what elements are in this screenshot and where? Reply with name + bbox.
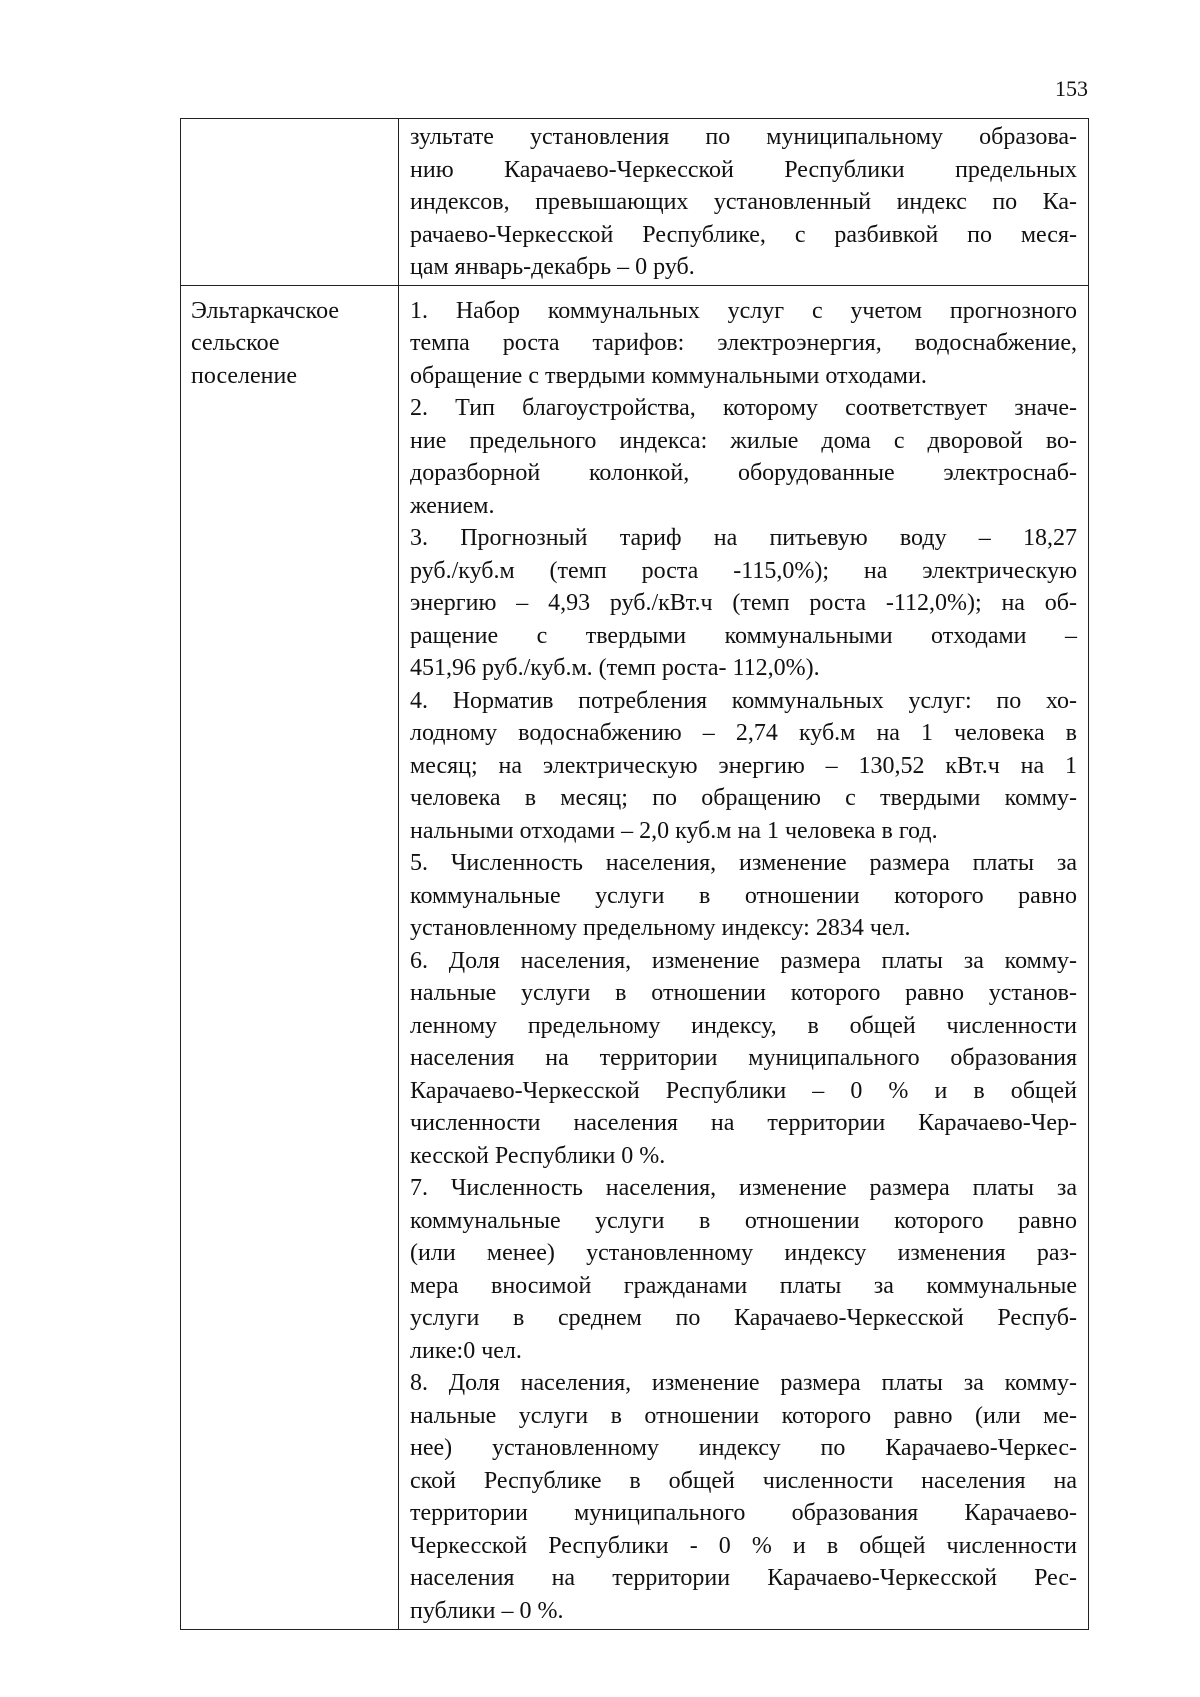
text-line: ние предельного индекса: жилые дома с дворовой во-: [410, 427, 1077, 454]
text-line: Карачаево-Черкесской Республики – 0 % и в общей: [410, 1077, 1077, 1104]
text-line: лодному водоснабжению – 2,74 куб.м на 1 человека в: [410, 720, 1077, 746]
description-paragraph: [399, 1172, 1088, 1367]
text-line: человека в месяц; по обращению с твердыми комму-: [410, 785, 1077, 811]
text-line: территории муниципального образования Карачаево-: [410, 1500, 1077, 1526]
text-line: кесской Республики 0 %.: [410, 1142, 666, 1169]
text-line: (или менее) установленному индексу изменения раз-: [410, 1240, 1077, 1266]
text-line: 8. Доля населения, изменение размера платы за комму-: [410, 1370, 1077, 1396]
text-line: нальные услуги в отношении которого равно установ-: [410, 980, 1077, 1006]
settlement-name: [181, 286, 398, 393]
description-paragraph: [399, 685, 1088, 848]
text-line: публики – 0 %.: [410, 1597, 564, 1624]
text-line: 1. Набор коммунальных услуг с учетом прогнозного: [410, 297, 1077, 324]
text-line: 6. Доля населения, изменение размера платы за комму-: [410, 947, 1077, 974]
description-cell: [399, 285, 1089, 1630]
document-table: [180, 118, 1089, 1630]
settlement-name-line: сельское: [191, 330, 280, 356]
text-line: жением.: [410, 492, 495, 519]
text-line: темпа роста тарифов: электроэнергия, водоснабжение,: [410, 330, 1077, 356]
description-text: [399, 286, 1088, 1630]
text-line: нальными отходами – 2,0 куб.м на 1 человека в год.: [410, 817, 938, 844]
text-line: численности населения на территории Карачаево-Чер-: [410, 1110, 1077, 1136]
description-paragraph: [399, 392, 1088, 522]
description-paragraph: [399, 522, 1088, 685]
text-line: нию Карачаево-Черкесской Республики предельных: [410, 156, 1077, 183]
description-paragraph: [399, 1367, 1088, 1627]
text-line: энергию – 4,93 руб./кВт.ч (темп роста -112,0%); на об-: [410, 590, 1077, 616]
text-line: населения на территории Карачаево-Черкесской Рес-: [410, 1565, 1077, 1591]
text-line: обращение с твердыми коммунальными отходами.: [410, 362, 927, 389]
text-line: нальные услуги в отношении которого равно (или ме-: [410, 1402, 1077, 1429]
settlement-name: [181, 119, 398, 128]
description-cell: [399, 119, 1089, 286]
description-paragraph: [399, 295, 1088, 393]
text-line: 2. Тип благоустройства, которому соответствует значе-: [410, 395, 1077, 421]
text-line: услуги в среднем по Карачаево-Черкесской Респуб-: [410, 1305, 1077, 1331]
settlement-name-cell: [181, 285, 399, 1630]
text-line: доразборной колонкой, оборудованные электроснаб-: [410, 460, 1077, 486]
text-line: ленному предельному индексу, в общей численности: [410, 1012, 1077, 1039]
text-line: рачаево-Черкесской Республике, с разбивкой по меся-: [410, 221, 1077, 248]
text-line: месяц; на электрическую энергию – 130,52 кВт.ч на 1: [410, 752, 1077, 779]
settlement-name-line: поселение: [191, 362, 298, 389]
settlement-name-cell: [181, 119, 399, 286]
text-line: зультате установления по муниципальному образова-: [410, 124, 1077, 150]
text-line: индексов, превышающих установленный индекс по Ка-: [410, 189, 1077, 215]
text-line: нее) установленному индексу по Карачаево-Черкес-: [410, 1435, 1077, 1461]
description-text: [399, 119, 1088, 285]
text-line: 3. Прогнозный тариф на питьевую воду – 18,27: [410, 525, 1077, 551]
text-line: коммунальные услуги в отношении которого равно: [410, 1207, 1077, 1234]
description-paragraph: [399, 121, 1088, 284]
text-line: ской Республике в общей численности населения на: [410, 1467, 1077, 1494]
text-line: руб./куб.м (темп роста -115,0%); на электрическую: [410, 557, 1077, 584]
text-line: мера вносимой гражданами платы за коммунальные: [410, 1272, 1077, 1299]
text-line: коммунальные услуги в отношении которого равно: [410, 882, 1077, 909]
text-line: установленному предельному индексу: 2834 чел.: [410, 915, 911, 941]
text-line: цам январь-декабрь – 0 руб.: [410, 254, 695, 280]
table-body: [181, 119, 1089, 1630]
page-number: 153: [1055, 76, 1088, 101]
description-paragraph: [399, 945, 1088, 1173]
text-line: лике:0 чел.: [410, 1337, 522, 1364]
text-line: 4. Норматив потребления коммунальных услуг: по хо-: [410, 687, 1077, 714]
text-line: населения на территории муниципального образования: [410, 1045, 1077, 1071]
text-line: 451,96 руб./куб.м. (темп роста- 112,0%).: [410, 655, 820, 681]
table-row: [181, 285, 1089, 1630]
table-row: [181, 119, 1089, 286]
settlement-name-line: Эльтаркачское: [191, 297, 340, 324]
text-line: ращение с твердыми коммунальными отходами –: [410, 622, 1077, 649]
text-line: 7. Численность населения, изменение размера платы за: [410, 1175, 1077, 1201]
text-line: 5. Численность населения, изменение размера платы за: [410, 850, 1077, 876]
description-paragraph: [399, 847, 1088, 945]
text-line: Черкесской Республики - 0 % и в общей численности: [410, 1532, 1077, 1559]
